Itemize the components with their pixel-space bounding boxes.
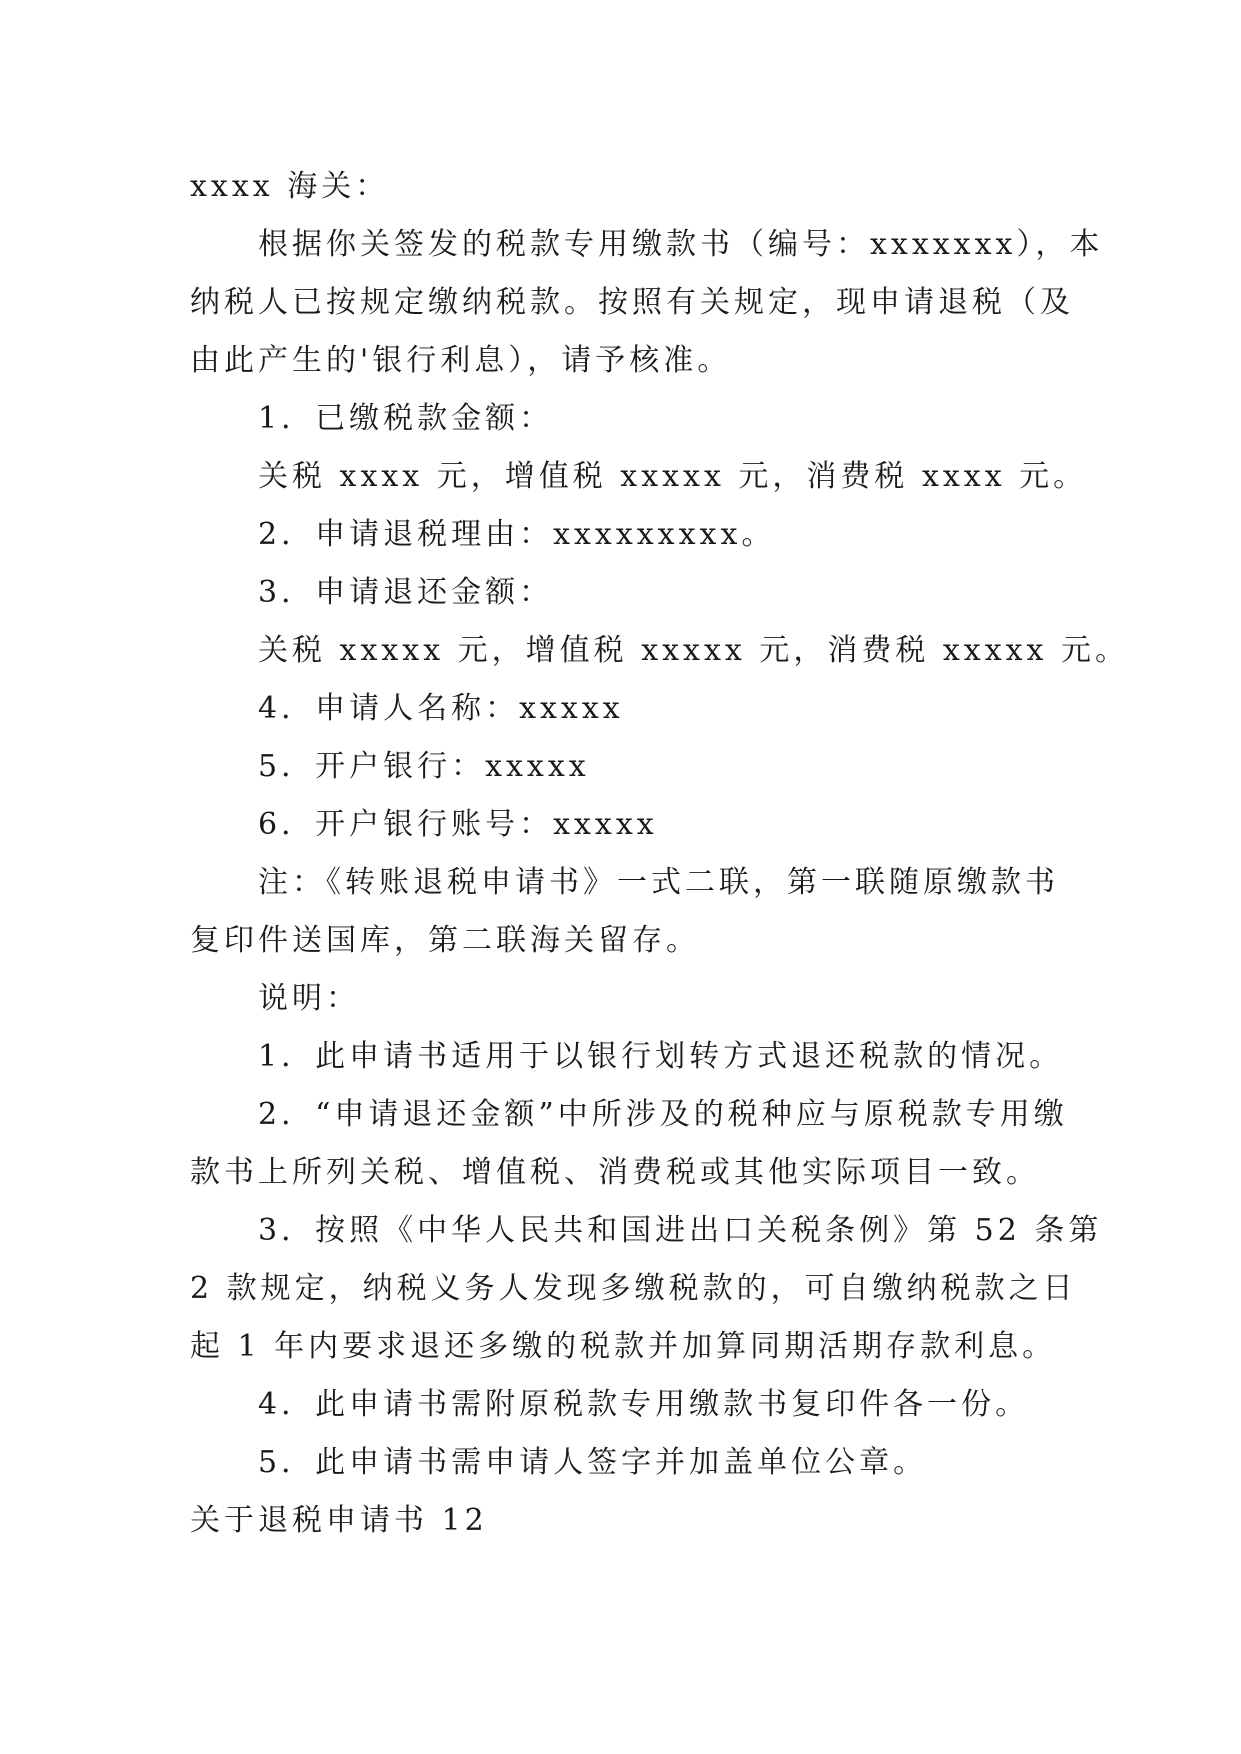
- intro-paragraph-line-3: 由此产生的'银行利息），请予核准。: [190, 343, 732, 378]
- explanation-item-3-line-2: 2 款规定，纳税义务人发现多缴税款的，可自缴纳税款之日: [190, 1271, 1077, 1306]
- explanation-item-5: 5．此申请书需申请人签字并加盖单位公章。: [258, 1445, 928, 1480]
- note-line-2: 复印件送国库，第二联海关留存。: [190, 923, 700, 958]
- item-paid-amount: 1．已缴税款金额：: [258, 401, 554, 436]
- item-refund-amount: 3．申请退还金额：: [258, 575, 554, 610]
- note-line-1: 注：《转账退税申请书》一式二联，第一联随原缴款书: [258, 865, 1059, 900]
- salutation: xxxx 海关：: [190, 169, 390, 204]
- explanation-item-2-line-1: 2．“申请退还金额”中所涉及的税种应与原税款专用缴: [258, 1097, 1068, 1132]
- explanation-item-1: 1．此申请书适用于以银行划转方式退还税款的情况。: [258, 1039, 1064, 1074]
- item-refund-reason: 2．申请退税理由：xxxxxxxxx。: [258, 517, 776, 552]
- item-refund-amount-detail: 关税 xxxxx 元，增值税 xxxxx 元，消费税 xxxxx 元。: [258, 633, 1130, 668]
- explanation-heading: 说明：: [258, 981, 360, 1016]
- explanation-item-2-line-2: 款书上所列关税、增值税、消费税或其他实际项目一致。: [190, 1155, 1040, 1190]
- item-paid-amount-detail: 关税 xxxx 元，增值税 xxxxx 元，消费税 xxxx 元。: [258, 459, 1088, 494]
- item-bank: 5．开户银行：xxxxx: [258, 749, 590, 784]
- intro-paragraph-line-1: 根据你关签发的税款专用缴款书（编号：xxxxxxx），本: [258, 227, 1104, 262]
- intro-paragraph-line-2: 纳税人已按规定缴纳税款。按照有关规定，现申请退税（及: [190, 285, 1074, 320]
- next-section-title: 关于退税申请书 12: [190, 1503, 488, 1538]
- item-bank-account: 6．开户银行账号：xxxxx: [258, 807, 658, 842]
- item-applicant-name: 4．申请人名称：xxxxx: [258, 691, 624, 726]
- explanation-item-4: 4．此申请书需附原税款专用缴款书复印件各一份。: [258, 1387, 1030, 1422]
- explanation-item-3-line-3: 起 1 年内要求退还多缴的税款并加算同期活期存款利息。: [190, 1329, 1057, 1364]
- explanation-item-3-line-1: 3．按照《中华人民共和国进出口关税条例》第 52 条第: [258, 1213, 1103, 1248]
